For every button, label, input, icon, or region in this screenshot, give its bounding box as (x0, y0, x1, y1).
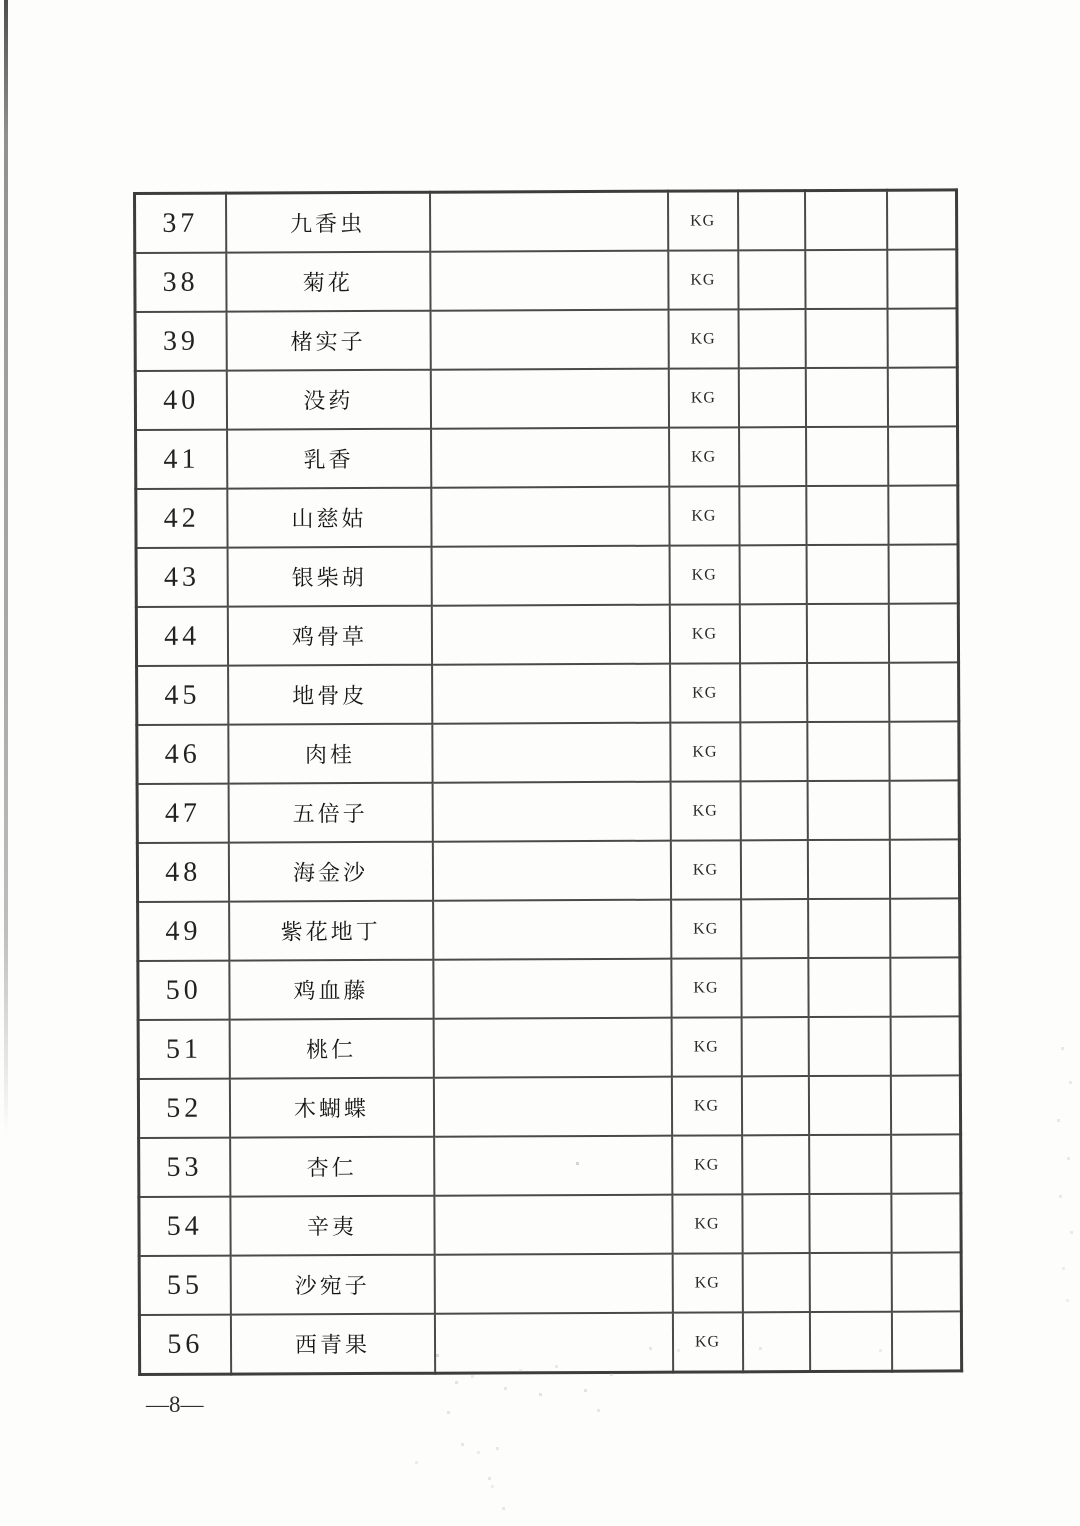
table-row (137, 780, 959, 843)
row-number-cell: 43 (136, 548, 227, 607)
empty-cell (890, 957, 960, 1016)
empty-cell (739, 604, 806, 663)
row-number-cell: 48 (137, 843, 228, 902)
empty-cell (891, 1311, 961, 1371)
unit-cell: KG (669, 486, 739, 545)
table-row (138, 1075, 960, 1138)
spec-cell-empty (433, 1018, 671, 1078)
herb-name-cell: 地骨皮 (228, 665, 432, 725)
row-number-cell: 44 (136, 607, 227, 666)
row-number-cell: 50 (138, 961, 229, 1020)
empty-cell (809, 1253, 891, 1312)
herb-name-cell: 桃仁 (229, 1019, 433, 1079)
unit-cell: KG (671, 1076, 741, 1135)
scan-noise-speckles (0, 0, 1, 1)
unit-cell: KG (668, 368, 738, 427)
empty-cell (741, 958, 808, 1017)
spec-cell-empty (432, 723, 670, 783)
empty-cell (739, 427, 806, 486)
unit-cell: KG (668, 250, 738, 309)
table-row (135, 308, 957, 371)
empty-cell (888, 544, 958, 603)
empty-cell (890, 1075, 960, 1134)
empty-cell (809, 1312, 891, 1372)
empty-cell (886, 190, 956, 250)
table-row (137, 721, 959, 784)
unit-cell: KG (669, 545, 739, 604)
spec-cell-empty (430, 251, 668, 311)
herb-name-cell: 肉桂 (228, 724, 432, 784)
empty-cell (741, 1017, 808, 1076)
row-number-cell: 38 (135, 253, 226, 312)
empty-cell (806, 427, 888, 486)
empty-cell (805, 250, 887, 309)
empty-cell (891, 1134, 961, 1193)
spec-cell-empty (432, 841, 670, 901)
empty-cell (805, 309, 887, 368)
herb-name-cell: 五倍子 (228, 783, 432, 843)
row-number-cell: 55 (139, 1256, 230, 1315)
unit-cell: KG (671, 899, 741, 958)
spec-cell-empty (430, 310, 668, 370)
table-row (135, 249, 957, 312)
table-row (137, 662, 959, 725)
herb-name-cell: 紫花地丁 (229, 901, 433, 961)
empty-cell (740, 840, 807, 899)
empty-cell (890, 1016, 960, 1075)
empty-cell (887, 249, 957, 308)
unit-cell: KG (672, 1194, 742, 1253)
empty-cell (807, 781, 889, 840)
table-row (136, 544, 958, 607)
empty-cell (889, 662, 959, 721)
table-row (139, 1252, 961, 1315)
unit-cell: KG (668, 191, 738, 251)
unit-cell: KG (670, 781, 740, 840)
scan-edge-artifact (4, 0, 8, 1135)
empty-cell (740, 722, 807, 781)
herb-name-cell: 九香虫 (226, 192, 430, 252)
unit-cell: KG (669, 427, 739, 486)
row-number-cell: 53 (139, 1138, 230, 1197)
unit-cell: KG (670, 840, 740, 899)
herb-name-cell: 鸡骨草 (227, 606, 431, 666)
spec-cell-empty (430, 369, 668, 429)
row-number-cell: 45 (137, 666, 228, 725)
row-number-cell: 39 (135, 312, 226, 371)
table-row (138, 957, 960, 1020)
empty-cell (738, 368, 805, 427)
table-row (136, 426, 958, 489)
spec-cell-empty (431, 428, 669, 488)
empty-cell (740, 781, 807, 840)
spec-cell-empty (433, 900, 671, 960)
empty-cell (806, 545, 888, 604)
empty-cell (741, 899, 808, 958)
empty-cell (742, 1253, 809, 1312)
unit-cell: KG (672, 1135, 742, 1194)
empty-cell (809, 1194, 891, 1253)
spec-cell-empty (431, 487, 669, 547)
empty-cell (888, 603, 958, 662)
empty-cell (888, 426, 958, 485)
herb-name-cell: 山慈姑 (227, 488, 431, 548)
spec-cell-empty (434, 1254, 672, 1314)
empty-cell (738, 250, 805, 309)
spec-cell-empty (431, 546, 669, 606)
spec-cell-empty (434, 1195, 672, 1255)
herb-name-cell: 海金沙 (228, 842, 432, 902)
herb-name-cell: 没药 (226, 370, 430, 430)
row-number-cell: 40 (135, 371, 226, 430)
row-number-cell: 47 (137, 784, 228, 843)
empty-cell (742, 1194, 809, 1253)
row-number-cell: 51 (138, 1020, 229, 1079)
empty-cell (739, 486, 806, 545)
empty-cell (739, 545, 806, 604)
empty-cell (889, 721, 959, 780)
table-row (136, 603, 958, 666)
table-row (138, 898, 960, 961)
row-number-cell: 42 (136, 489, 227, 548)
herb-name-cell: 银柴胡 (227, 547, 431, 607)
empty-cell (809, 1135, 891, 1194)
unit-cell: KG (671, 958, 741, 1017)
spec-cell-empty (434, 1313, 672, 1374)
empty-cell (808, 1017, 890, 1076)
herb-name-cell: 西青果 (230, 1314, 434, 1374)
table-row (139, 1311, 961, 1374)
herb-name-cell: 菊花 (226, 252, 430, 312)
empty-cell (890, 898, 960, 957)
empty-cell (887, 367, 957, 426)
table-row (138, 1016, 960, 1079)
empty-cell (742, 1135, 809, 1194)
spec-cell-empty (434, 1136, 672, 1196)
table-row (137, 839, 959, 902)
empty-cell (805, 190, 887, 250)
table-row (136, 485, 958, 548)
empty-cell (808, 958, 890, 1017)
empty-cell (887, 308, 957, 367)
empty-cell (807, 663, 889, 722)
empty-cell (807, 840, 889, 899)
empty-cell (738, 191, 805, 251)
empty-cell (891, 1193, 961, 1252)
spec-cell-empty (431, 605, 669, 665)
empty-cell (891, 1252, 961, 1311)
herb-list-table (133, 188, 963, 1376)
table-row (135, 190, 957, 253)
empty-cell (808, 899, 890, 958)
herb-name-cell: 辛夷 (230, 1196, 434, 1256)
herb-name-cell: 沙宛子 (230, 1255, 434, 1315)
row-number-cell: 52 (138, 1079, 229, 1138)
unit-cell: KG (668, 309, 738, 368)
empty-cell (807, 722, 889, 781)
empty-cell (740, 663, 807, 722)
unit-cell: KG (672, 1312, 742, 1372)
herb-name-cell: 乳香 (227, 429, 431, 489)
herb-name-cell: 杏仁 (230, 1137, 434, 1197)
empty-cell (738, 309, 805, 368)
spec-cell-empty (433, 1077, 671, 1137)
table-row (135, 367, 957, 430)
herb-name-cell: 鸡血藤 (229, 960, 433, 1020)
empty-cell (889, 780, 959, 839)
unit-cell: KG (672, 1253, 742, 1312)
herb-name-cell: 楮实子 (226, 311, 430, 371)
empty-cell (889, 839, 959, 898)
spec-cell-empty (433, 959, 671, 1019)
page-number: —8— (146, 1392, 204, 1417)
unit-cell: KG (670, 663, 740, 722)
unit-cell: KG (669, 604, 739, 663)
empty-cell (741, 1076, 808, 1135)
herb-table-body (135, 190, 962, 1375)
row-number-cell: 37 (135, 193, 226, 253)
row-number-cell: 56 (139, 1315, 230, 1375)
empty-cell (805, 368, 887, 427)
empty-cell (742, 1312, 809, 1372)
row-number-cell: 54 (139, 1197, 230, 1256)
unit-cell: KG (671, 1017, 741, 1076)
table-row (139, 1193, 961, 1256)
row-number-cell: 46 (137, 725, 228, 784)
empty-cell (806, 604, 888, 663)
unit-cell: KG (670, 722, 740, 781)
row-number-cell: 41 (136, 430, 227, 489)
empty-cell (806, 486, 888, 545)
spec-cell-empty (432, 782, 670, 842)
table-row (139, 1134, 961, 1197)
herb-name-cell: 木蝴蝶 (229, 1078, 433, 1138)
empty-cell (888, 485, 958, 544)
row-number-cell: 49 (138, 902, 229, 961)
spec-cell-empty (432, 664, 670, 724)
empty-cell (808, 1076, 890, 1135)
spec-cell-empty (430, 191, 668, 252)
